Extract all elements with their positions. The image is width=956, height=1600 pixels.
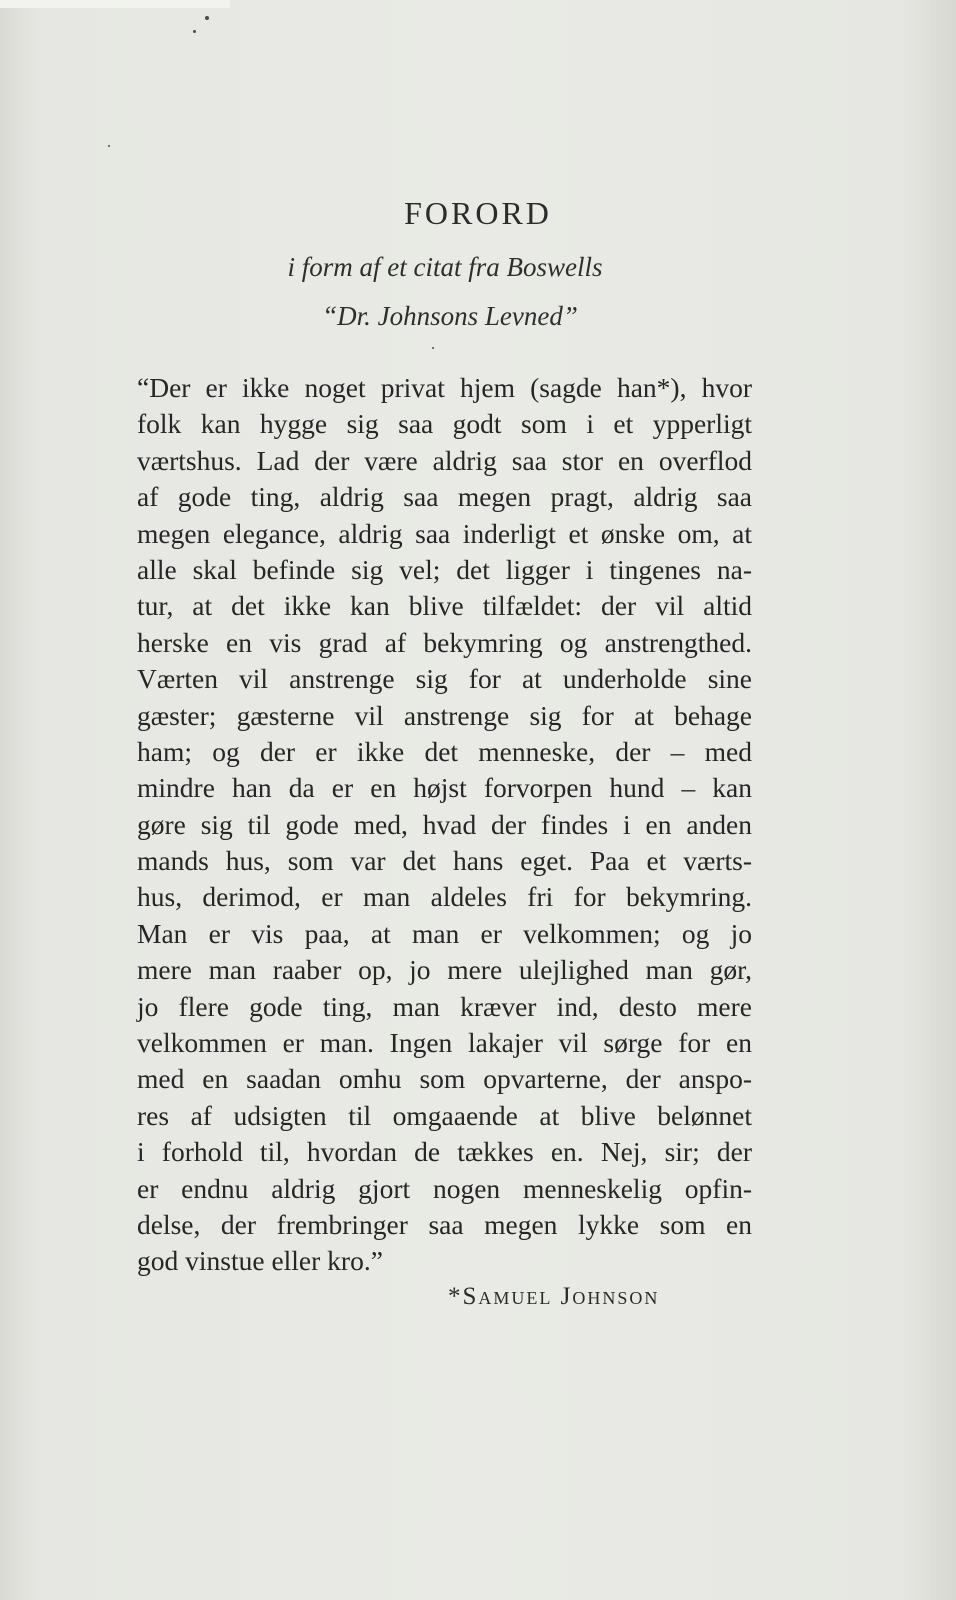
quote-line: mere man raaber op, jo mere ulejlighed man gør, <box>137 954 752 986</box>
paper-speck <box>205 16 209 20</box>
quote-line: i forhold til, hvordan de tækkes en. Nej, sir; der <box>137 1136 752 1168</box>
quote-line: mindre han da er en højst forvorpen hund – kan <box>137 772 752 804</box>
quote-line: mands hus, som var det hans eget. Paa et værts- <box>137 845 752 877</box>
quote-line: alle skal befinde sig vel; det ligger i tingenes na- <box>137 553 752 585</box>
quote-line: hus, derimod, er man aldeles fri for bekymring. <box>137 881 752 913</box>
quote-paragraph <box>137 370 752 1280</box>
quote-line: Man er vis paa, at man er velkommen; og jo <box>137 917 752 949</box>
quote-line: af gode ting, aldrig saa megen pragt, aldrig saa <box>137 481 752 513</box>
quote-line: jo flere gode ting, man kræver ind, desto mere <box>137 990 752 1022</box>
page-title: FORORD <box>404 195 552 231</box>
quote-line: er endnu aldrig gjort nogen menneskelig opfin- <box>137 1172 752 1204</box>
quote-line: værtshus. Lad der være aldrig saa stor en overflod <box>137 444 752 476</box>
page-edge-strip <box>0 0 230 8</box>
quote-line: “Der er ikke noget privat hjem (sagde han*), hvor <box>137 372 752 403</box>
quote-line: tur, at det ikke kan blive tilfældet: der vil altid <box>137 590 752 622</box>
quote-line: gøre sig til gode med, hvad der findes i en anden <box>137 808 752 840</box>
quote-line: res af udsigten til omgaaende at blive belønnet <box>137 1099 752 1131</box>
subtitle-line-1: i form af et citat fra Boswells <box>287 252 603 282</box>
paper-speck <box>432 347 434 349</box>
quote-line: Værten vil anstrenge sig for at underholde sine <box>137 663 752 695</box>
quote-line: megen elegance, aldrig saa inderligt et ønske om, at <box>137 517 752 549</box>
quote-line: herske en vis grad af bekymring og anstrengthed. <box>137 626 752 658</box>
quote-line: med en saadan omhu som opvarterne, der anspo- <box>137 1063 752 1095</box>
quote-line: god vinstue eller kro.” <box>137 1245 383 1277</box>
quote-line: ham; og der er ikke det menneske, der – med <box>137 735 752 767</box>
quote-line: delse, der frembringer saa megen lykke som en <box>137 1208 752 1240</box>
quote-line: velkommen er man. Ingen lakajer vil sørge for en <box>137 1027 752 1059</box>
quote-line: gæster; gæsterne vil anstrenge sig for at behage <box>137 699 752 731</box>
subtitle-line-2: “Dr. Johnsons Levned” <box>322 301 578 331</box>
quote-line: folk kan hygge sig saa godt som i et ypperligt <box>137 408 752 440</box>
attribution: *Samuel Johnson <box>448 1283 660 1310</box>
paper-speck <box>193 30 196 33</box>
paper-speck <box>108 145 110 147</box>
